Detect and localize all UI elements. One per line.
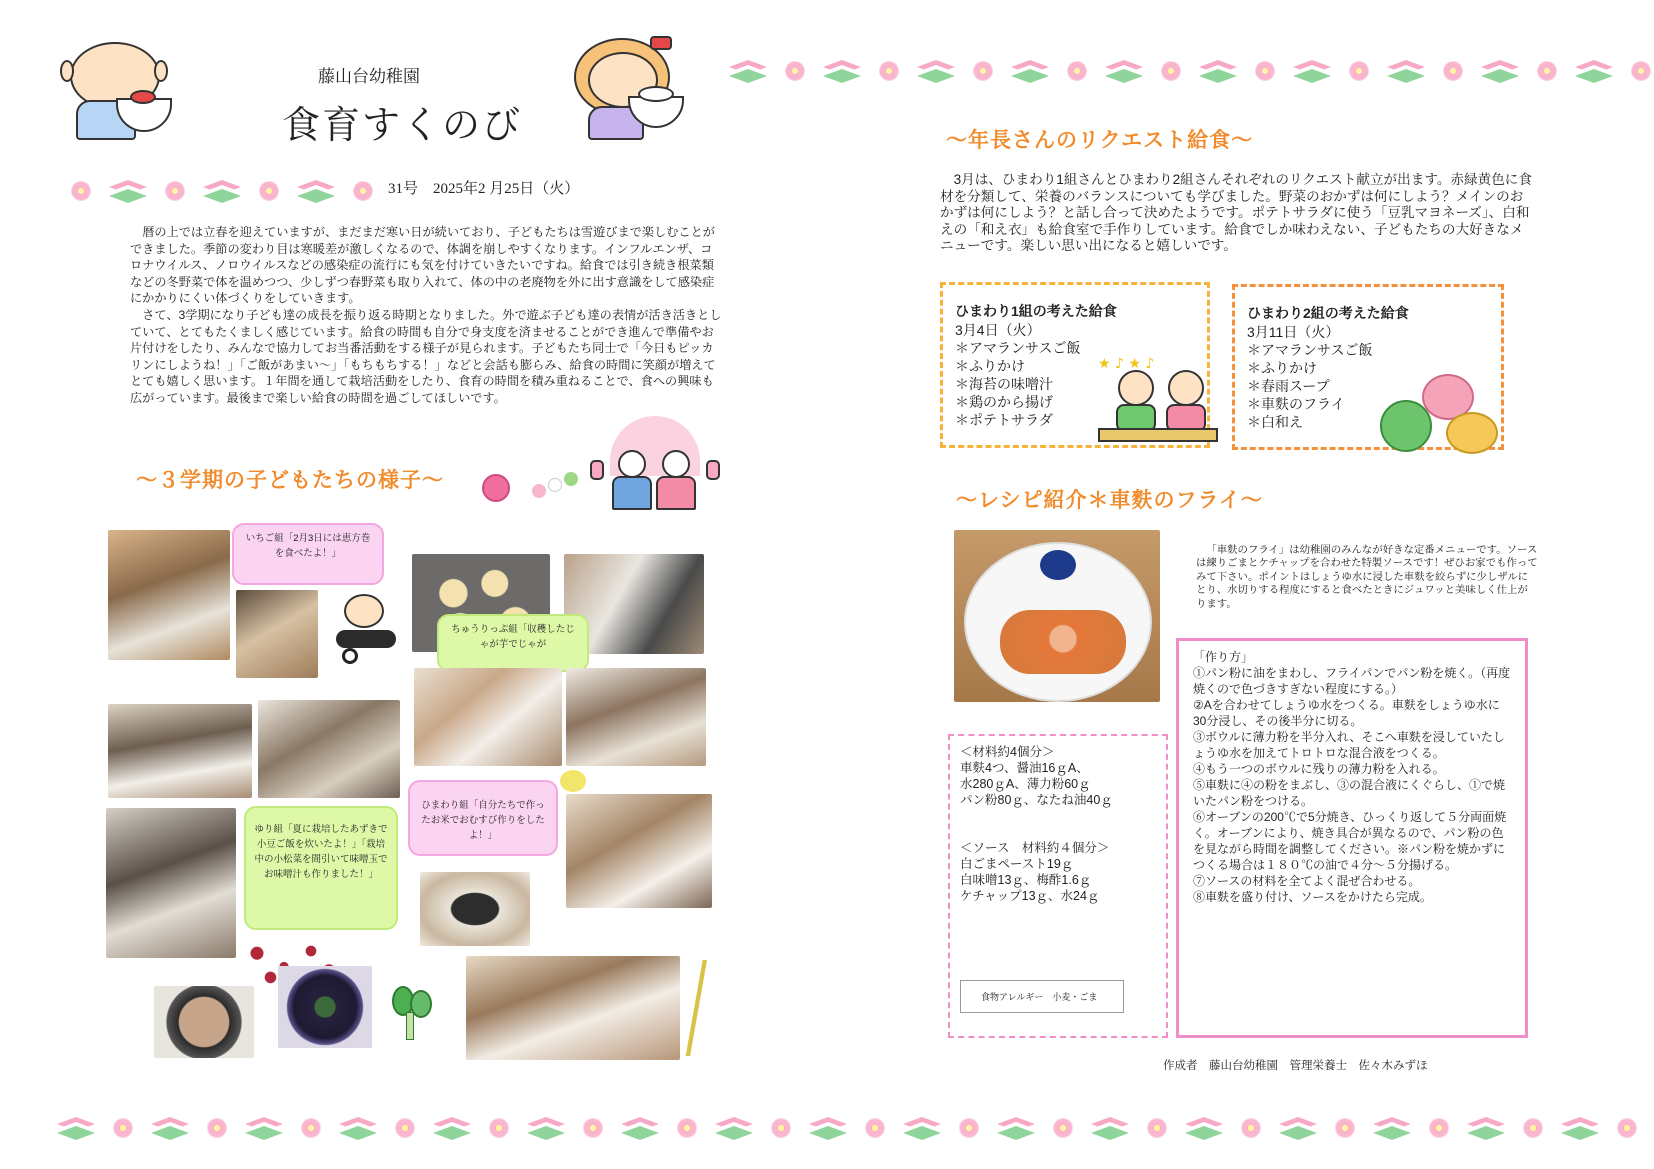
sakura-icon	[165, 181, 185, 201]
menu2-item: ＊春雨スープ	[1247, 378, 1330, 394]
recipe-steps-box	[1176, 638, 1528, 1038]
photo-child-eating-2	[236, 590, 318, 678]
hishimochi-icon	[245, 1117, 283, 1139]
sakura-icon	[583, 1118, 603, 1138]
ingredient-line: 車麩4つ、醤油16ｇA、	[960, 761, 1089, 775]
sakura-icon	[1617, 1118, 1637, 1138]
sakura-icon	[1335, 1118, 1355, 1138]
hishimochi-icon	[1105, 60, 1143, 82]
newsletter-title: 食育すくのび	[282, 105, 523, 147]
top-right-deco-border	[720, 60, 1654, 82]
recipe-step: ①パン粉に油をまわし、フライパンでパン粉を焼く。（再度焼くので色づきすぎない程度にする。）	[1193, 666, 1511, 696]
hishimochi-icon	[203, 180, 241, 202]
ingredient-line: 水280ｇA、薄力粉60ｇ	[960, 777, 1091, 791]
sakura-icon	[489, 1118, 509, 1138]
hishimochi-icon	[1561, 1117, 1599, 1139]
photo-kids-table-2	[566, 668, 706, 766]
sakura-icon	[1147, 1118, 1167, 1138]
recipe-step: ⑦ソースの材料を全てよく混ぜ合わせる。	[1193, 874, 1421, 888]
hishimochi-icon	[1373, 1117, 1411, 1139]
sakura-icon	[1161, 61, 1181, 81]
sakura-icon	[1523, 1118, 1543, 1138]
allergy-note: 食物アレルギー 小麦・ごま	[960, 980, 1124, 1013]
intro-paragraph-1: 暦の上では立春を迎えていますが、まだまだ寒い日が続いており、子どもたちは雪遊びまで楽しむことができました。季節の変わり目は寒暖差が激しくなるので、体調を崩しやすくなります。インフルエンザ、コロナウイルス、ノロウイルスなどの感染症の流行にも気を付けていきたいですね。給食では引き続き根菜類などの冬野菜で体を温めつつ、少しずつ春野菜も取り入れて、体の中の老廃物を外に出す意識をして感染症にかかりにくい体づくりをしていきます。	[130, 225, 715, 306]
sakura-icon	[1631, 61, 1651, 81]
photo-child-eating-1	[108, 530, 230, 660]
hishimochi-icon	[809, 1117, 847, 1139]
menu2-date: 3月11日（火）	[1247, 324, 1340, 340]
photo-miso-soup	[278, 966, 372, 1048]
ingredients-title: ＜材料約4個分＞	[960, 745, 1055, 759]
school-name: 藤山台幼稚園	[318, 67, 420, 86]
hishimochi-icon	[1011, 60, 1049, 82]
hishimochi-icon	[621, 1117, 659, 1139]
recipe-step: ④もう一つのボウルに残りの薄力粉を入れる。	[1193, 762, 1445, 776]
hishimochi-icon	[57, 1117, 95, 1139]
sakura-icon	[865, 1118, 885, 1138]
sakura-icon	[71, 181, 91, 201]
recipe-step: ⑧車麩を盛り付け、ソースをかけたら完成。	[1193, 890, 1432, 904]
steps-title: 「作り方」	[1193, 650, 1254, 664]
sakura-icon	[1255, 61, 1275, 81]
sauce-line: 白味噌13ｇ、梅酢1.6ｇ	[960, 873, 1092, 887]
hishimochi-icon	[1199, 60, 1237, 82]
photo-kids-table-1	[414, 668, 562, 766]
hishimochi-icon	[109, 180, 147, 202]
hishimochi-icon	[917, 60, 955, 82]
menu2-item: ＊ふりかけ	[1247, 360, 1317, 376]
hishimochi-icon	[151, 1117, 189, 1139]
hishimochi-icon	[715, 1117, 753, 1139]
intro-paragraph-2: さて、3学期になり子ども達の成長を振り返る時期となりました。外で遊ぶ子ども達の表情が活き活きとしていて、とてもたくましく感じています。給食の時間も自分で身支度を済ませることができ進んで準備やお片付けをしたり、みんなで協力してお当番活動をする様子が見られます。子どもたち同士で「今日もピッカリンにしようね！」「ご飯があまい〜」「もちもちする！」などと会話も膨らみ、給食の時間に笑顔が増えてとても嬉しく思います。１年間を通して栽培活動をしたり、食育の時間を積み重ねることで、食への興味も広がっています。最後まで楽しい給食の時間を過ごしてほしいです。	[130, 307, 722, 405]
bubble-ichigo: いちご組「2月3日には恵方巻を食べたよ！」	[232, 523, 384, 585]
hishimochi-icon	[1387, 60, 1425, 82]
recipe-section-title: 〜レシピ紹介＊車麩のフライ〜	[956, 489, 1263, 512]
menu1-item: ＊アマランサスご飯	[955, 340, 1081, 356]
girl-character-illustration	[570, 36, 690, 136]
menu2-item: ＊白和え	[1247, 414, 1303, 430]
hishimochi-icon	[1575, 60, 1613, 82]
hishimochi-icon	[433, 1117, 471, 1139]
sakura-icon	[1429, 1118, 1449, 1138]
sauce-line: ケチャップ13ｇ、水24ｇ	[960, 889, 1100, 903]
sakura-icon	[973, 61, 993, 81]
ingredient-line: パン粉80ｇ、なたね油40ｇ	[960, 793, 1113, 807]
bubble-himawari: ひまわり組「自分たちで作ったお米でおむすび作りをしたよ！」	[408, 780, 558, 856]
menu1-date: 3月4日（火）	[955, 322, 1041, 338]
sakura-icon	[1067, 61, 1087, 81]
sakura-icon	[677, 1118, 697, 1138]
hishimochi-icon	[1467, 1117, 1505, 1139]
ume-flower-icon	[482, 474, 510, 502]
bubble-chulip: ちゅうりっぷ組「収穫したじゃが芋でじゃが	[437, 614, 589, 672]
sauce-line: 白ごまペースト19ｇ	[960, 857, 1074, 871]
sakura-icon	[1241, 1118, 1261, 1138]
hishimochi-icon	[1279, 1117, 1317, 1139]
sakura-icon	[1537, 61, 1557, 81]
menu2-title: ひまわり2組の考えた給食	[1247, 305, 1409, 321]
sakura-icon	[353, 181, 373, 201]
photo-kids-onigiri	[566, 794, 712, 908]
photo-onigiri-closeup	[420, 872, 530, 946]
dango-icon	[532, 470, 592, 500]
sakura-icon	[771, 1118, 791, 1138]
sakura-icon	[1053, 1118, 1073, 1138]
kids-section-title: 〜３学期の子どもたちの様子〜	[136, 469, 444, 492]
recipe-step: ⑤車麩に④の粉をまぶし、③の混合液にくぐらし、①で焼いたパン粉をつける。	[1193, 778, 1506, 808]
ehomaki-illustration	[336, 594, 400, 666]
sakura-icon	[259, 181, 279, 201]
sauce-title: ＜ソース 材料約４個分＞	[960, 841, 1110, 855]
sakura-icon	[879, 61, 899, 81]
sakura-icon	[1443, 61, 1463, 81]
photo-kids-rice-table	[466, 956, 680, 1060]
hishimochi-icon	[729, 60, 767, 82]
issue-date: 31号 2025年2 月25日（火）	[388, 181, 580, 197]
sakura-icon	[959, 1118, 979, 1138]
recipe-description: 「車麩のフライ」は幼稚園のみんなが好きな定番メニューです。ソースは練りごまとケチャップを合わせた特製ソースです！ぜひお家でも作ってみて下さい。ポイントはしょうゆ水に浸した車麩を絞らずに少しザルにとり、水切りする程度にすると食べたときにジュワッと美味しく仕上がります。	[1196, 545, 1538, 610]
menu1-item: ＊海苔の味噌汁	[955, 376, 1053, 392]
hishimochi-icon	[1185, 1117, 1223, 1139]
sakura-icon	[1349, 61, 1369, 81]
menu1-title: ひまわり1組の考えた給食	[955, 303, 1117, 319]
sakura-icon	[301, 1118, 321, 1138]
hishimochi-icon	[339, 1117, 377, 1139]
sakura-icon	[785, 61, 805, 81]
onigiri-deco-icon	[560, 770, 586, 792]
menu2-item: ＊アマランサスご飯	[1247, 342, 1373, 358]
photo-kids-azuki	[106, 808, 236, 958]
hishimochi-icon	[903, 1117, 941, 1139]
photo-kids-group-1	[108, 704, 252, 798]
food-groups-illustration	[1376, 370, 1504, 456]
recipe-step: ②Aを合わせてしょうゆ水をつくる。車麩をしょうゆ水に30分浸し、その後半分に切る。	[1193, 698, 1500, 728]
hishimochi-icon	[1293, 60, 1331, 82]
menu1-item: ＊鶏のから揚げ	[955, 394, 1053, 410]
sakura-icon	[113, 1118, 133, 1138]
photo-azuki-rice-pot	[154, 986, 254, 1058]
request-section-title: 〜年長さんのリクエスト給食〜	[946, 129, 1254, 152]
recipe-step: ⑥オーブンの200℃で5分焼き、ひっくり返して５分両面焼く。オーブンにより、焼き具合が異なるので、パン粉の色を見ながら時間を調整してください。※パン粉を焼かずにつくる場合は１８０℃の油で４分〜５分揚げる。	[1193, 810, 1507, 872]
menu2-item: ＊車麩のフライ	[1247, 396, 1345, 412]
hishimochi-icon	[527, 1117, 565, 1139]
photo-kurumafu-fry	[954, 530, 1160, 702]
recipe-step: ③ボウルに薄力粉を半分入れ、そこへ車麩を浸していたしょうゆ水を加えてトロトロな混合液をつくる。	[1193, 730, 1505, 760]
kids-eating-illustration: ★ ♪ ★ ♪	[1098, 356, 1218, 446]
hishimochi-icon	[1481, 60, 1519, 82]
rice-plant-illustration	[674, 960, 720, 1056]
top-left-deco-border	[62, 180, 382, 202]
sakura-icon	[207, 1118, 227, 1138]
komatsuna-illustration	[388, 986, 438, 1042]
intro-text	[130, 224, 722, 407]
author-credit: 作成者 藤山台幼稚園 管理栄養士 佐々木みずほ	[1163, 1060, 1428, 1072]
hina-dolls-illustration	[590, 416, 720, 516]
bubble-yuri: ゆり組「夏に栽培したあずきで小豆ご飯を炊いたよ！」「栽培中の小松菜を間引いて味噌玉でお味噌汁も作りました！」	[244, 806, 398, 930]
photo-kids-group-2	[258, 700, 400, 798]
hishimochi-icon	[823, 60, 861, 82]
sakura-icon	[395, 1118, 415, 1138]
bottom-deco-border	[48, 1117, 1654, 1139]
menu1-item: ＊ポテトサラダ	[955, 412, 1053, 428]
menu1-item: ＊ふりかけ	[955, 358, 1025, 374]
request-text: 3月は、ひまわり1組さんとひまわり2組さんそれぞれのリクエスト献立が出ます。赤緑黄色に食材を分類して、栄養のバランスについても学びました。野菜のおかずは何にしよう？メインのおかずは何にしよう？と話し合って決めたようです。ポテトサラダに使う「豆乳マヨネーズ」、白和えの「和え衣」も給食室で手作りしています。給食でしか味わえない、子どもたちの大好きなメニューです。楽しい思い出になると嬉しいです。	[940, 172, 1532, 253]
baby-character-illustration	[60, 40, 180, 140]
hishimochi-icon	[997, 1117, 1035, 1139]
hishimochi-icon	[297, 180, 335, 202]
hishimochi-icon	[1091, 1117, 1129, 1139]
